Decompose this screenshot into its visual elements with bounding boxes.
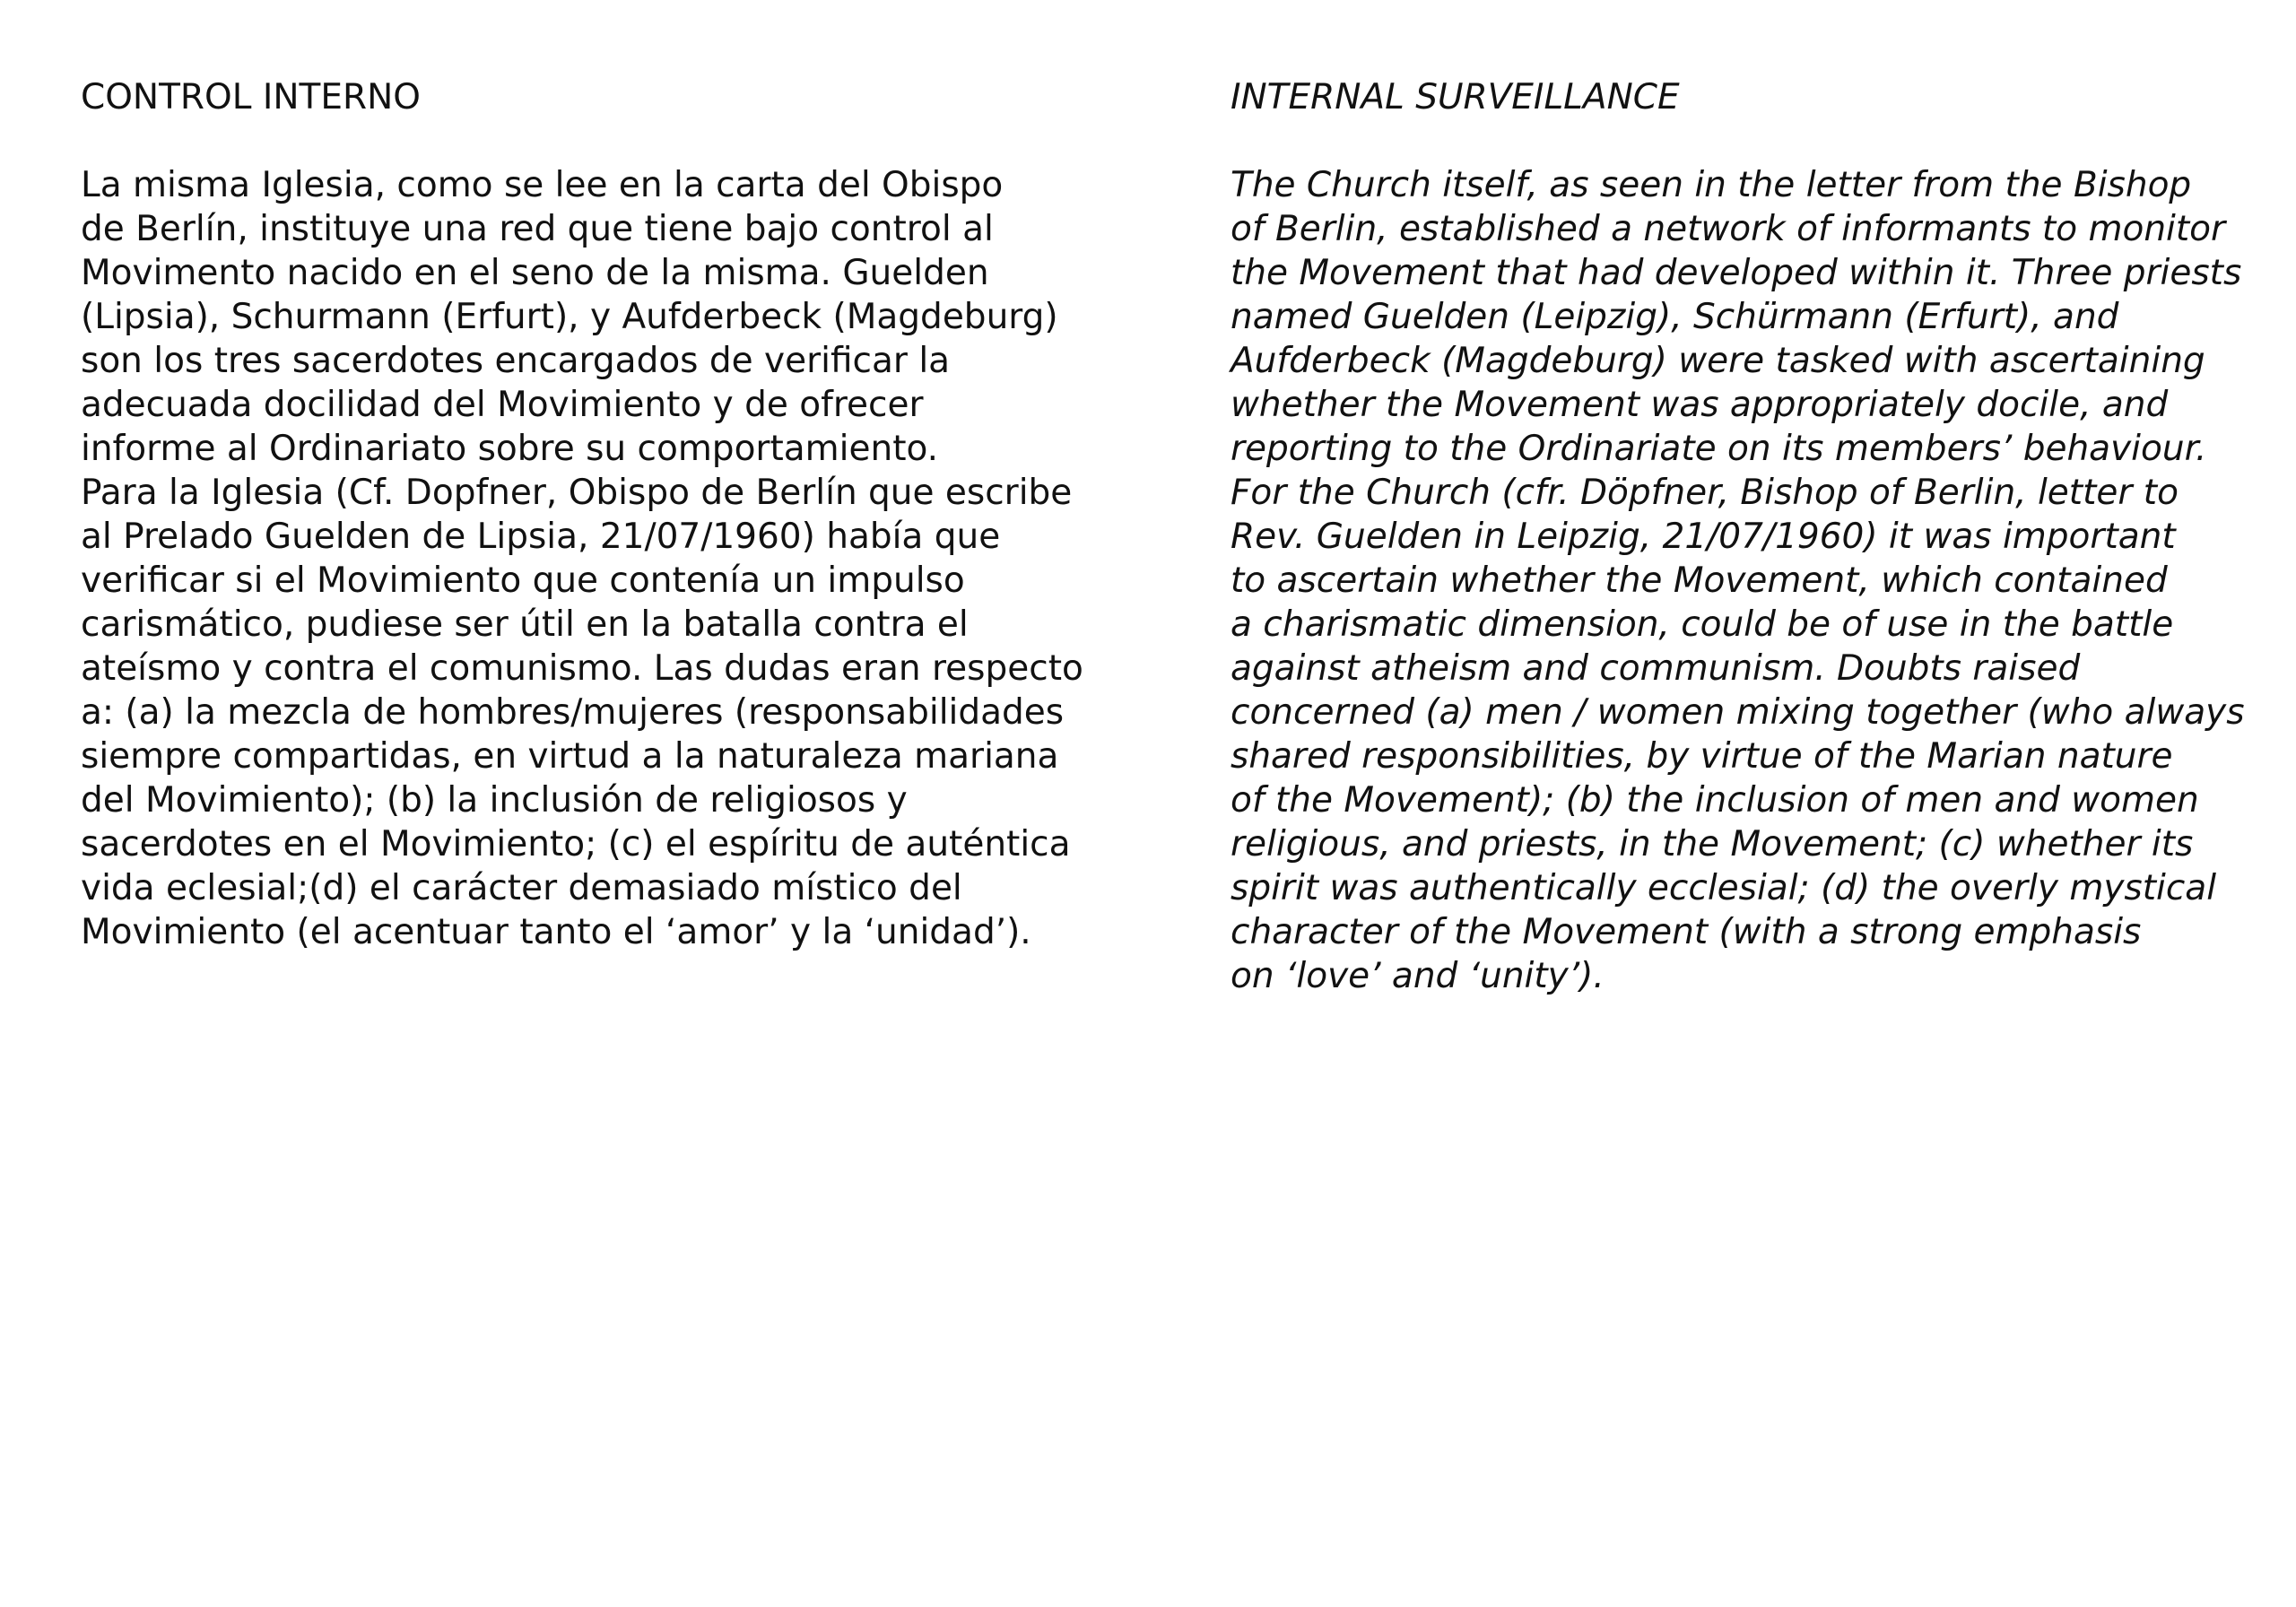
spanish-line: son los tres sacerdotes encargados de verificar la bbox=[81, 341, 951, 381]
english-column bbox=[1231, 75, 2244, 998]
english-line: on ‘love’ and ‘unity’). bbox=[1231, 956, 1605, 996]
english-line: a charismatic dimension, could be of use in the battle bbox=[1231, 604, 2174, 645]
spanish-body bbox=[81, 163, 1112, 954]
english-line: named Guelden (Leipzig), Schürmann (Erfurt), and bbox=[1231, 297, 2119, 337]
spanish-line: del Movimiento); (b) la inclusión de religiosos y bbox=[81, 780, 908, 821]
english-line: of the Movement); (b) the inclusion of men and women bbox=[1231, 780, 2199, 821]
english-body bbox=[1231, 163, 2244, 998]
english-line: shared responsibilities, by virtue of the Marian nature bbox=[1231, 736, 2173, 777]
spanish-column bbox=[81, 75, 1112, 954]
spanish-line: sacerdotes en el Movimiento; (c) el espíritu de auténtica bbox=[81, 824, 1071, 864]
spanish-line: adecuada docilidad del Movimiento y de ofrecer bbox=[81, 385, 924, 425]
english-line: against atheism and communism. Doubts raised bbox=[1231, 648, 2081, 689]
spanish-line: de Berlín, instituye una red que tiene bajo control al bbox=[81, 209, 994, 249]
english-line: Aufderbeck (Magdeburg) were tasked with ascertaining bbox=[1231, 341, 2205, 381]
spanish-line: informe al Ordinariato sobre su comportamiento. bbox=[81, 429, 939, 469]
english-line: For the Church (cfr. Döpfner, Bishop of Berlin, letter to bbox=[1231, 473, 2179, 513]
spanish-line: Para la Iglesia (Cf. Dopfner, Obispo de Berlín que escribe bbox=[81, 473, 1073, 513]
spanish-heading: CONTROL INTERNO bbox=[81, 77, 421, 117]
spanish-line: La misma Iglesia, como se lee en la carta del Obispo bbox=[81, 165, 1004, 205]
spanish-line: (Lipsia), Schurmann (Erfurt), y Aufderbeck (Magdeburg) bbox=[81, 297, 1058, 337]
english-line: Rev. Guelden in Leipzig, 21/07/1960) it was important bbox=[1231, 517, 2176, 557]
spanish-line: Movimiento (el acentuar tanto el ‘amor’ y la ‘unidad’). bbox=[81, 912, 1031, 952]
english-line: of Berlin, established a network of informants to monitor bbox=[1231, 209, 2226, 249]
spanish-line: Movimento nacido en el seno de la misma. Guelden bbox=[81, 253, 989, 293]
english-line: character of the Movement (with a strong emphasis bbox=[1231, 912, 2142, 952]
english-line: to ascertain whether the Movement, which contained bbox=[1231, 560, 2168, 601]
spanish-line: al Prelado Guelden de Lipsia, 21/07/1960) había que bbox=[81, 517, 1001, 557]
spanish-line: siempre compartidas, en virtud a la naturaleza mariana bbox=[81, 736, 1059, 777]
english-line: reporting to the Ordinariate on its members’ behaviour. bbox=[1231, 429, 2207, 469]
english-heading: INTERNAL SURVEILLANCE bbox=[1231, 77, 1680, 117]
spanish-line: vida eclesial;(d) el carácter demasiado místico del bbox=[81, 868, 962, 908]
spanish-line: carismático, pudiese ser útil en la batalla contra el bbox=[81, 604, 969, 645]
spanish-line: a: (a) la mezcla de hombres/mujeres (responsabilidades bbox=[81, 692, 1065, 733]
english-line: spirit was authentically ecclesial; (d) the overly mystical bbox=[1231, 868, 2217, 908]
spanish-line: ateísmo y contra el comunismo. Las dudas eran respecto bbox=[81, 648, 1083, 689]
spanish-line: verificar si el Movimiento que contenía un impulso bbox=[81, 560, 965, 601]
english-line: whether the Movement was appropriately docile, and bbox=[1231, 385, 2169, 425]
english-line: concerned (a) men / women mixing together (who always bbox=[1231, 692, 2245, 733]
english-line: religious, and priests, in the Movement; (c) whether its bbox=[1231, 824, 2194, 864]
english-line: the Movement that had developed within it. Three priests bbox=[1231, 253, 2242, 293]
english-line: The Church itself, as seen in the letter from the Bishop bbox=[1231, 165, 2192, 205]
